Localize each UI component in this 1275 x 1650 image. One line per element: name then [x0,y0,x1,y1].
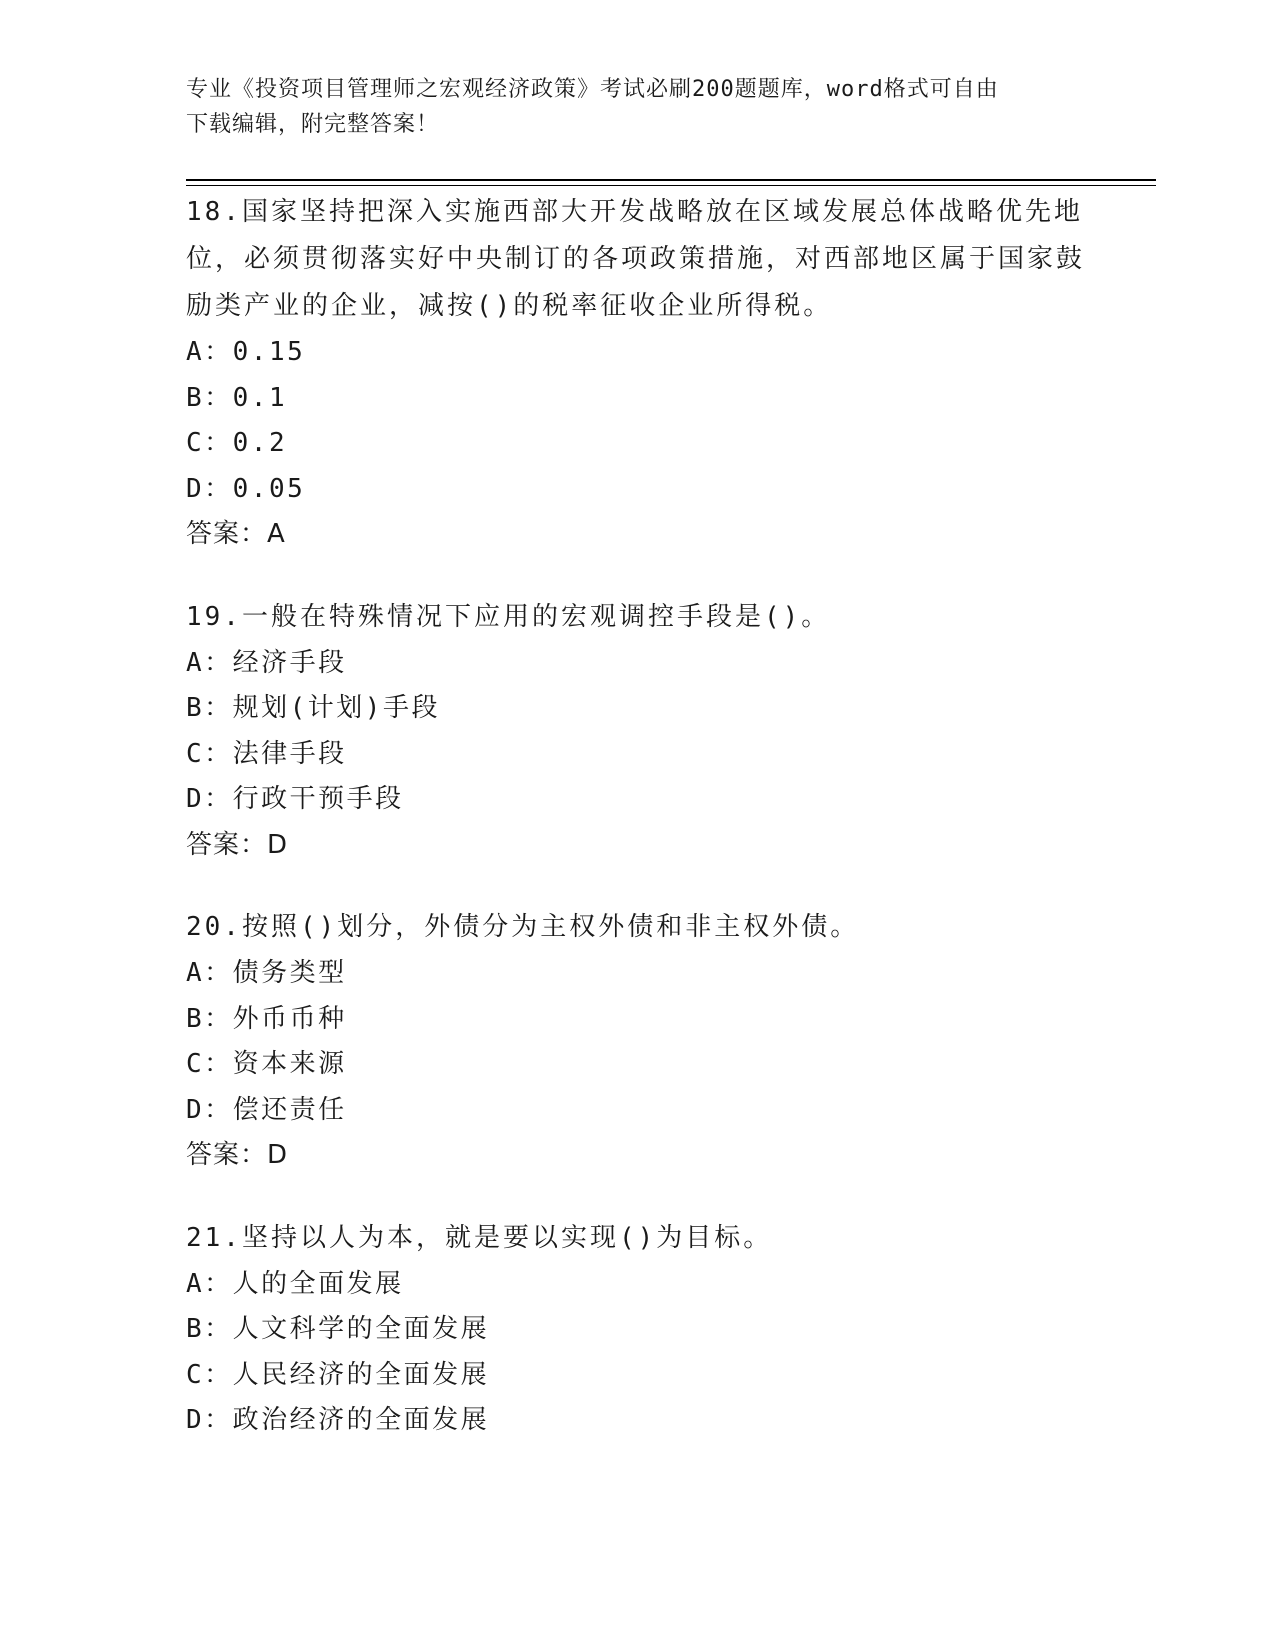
option-b: B：0.1 [186,382,288,413]
option-c: C：0.2 [186,428,288,458]
answer: 答案：A [186,519,286,549]
option-d: D：政治经济的全面发展 [186,1405,490,1435]
answer: 答案：D [186,829,289,860]
option-a: A：债务类型 [186,958,347,988]
option-b: B：规划(计划)手段 [186,693,440,723]
question-19 [186,594,1086,869]
question-21 [186,1215,1086,1444]
option-b: B：外币币种 [186,1003,347,1034]
question-list [186,189,1086,1480]
option-c: C：法律手段 [186,738,347,769]
header-line-1: 专业《投资项目管理师之宏观经济政策》考试必刷200题题库，word格式可自由 [186,77,999,102]
option-a: A：0.15 [186,337,306,367]
option-d: D：偿还责任 [186,1094,347,1125]
question-stem: 18.国家坚持把深入实施西部大开发战略放在区域发展总体战略优先地位，必须贯彻落实好中央制订的各项政策措施，对西部地区属于国家鼓励类产业的企业，减按()的税率征收企业所得税。 [186,197,1086,321]
header-divider-thick [186,179,1156,181]
option-c: C：人民经济的全面发展 [186,1359,490,1390]
question-stem: 19.一般在特殊情况下应用的宏观调控手段是()。 [186,601,831,632]
header-line-2: 下载编辑，附完整答案！ [186,112,440,137]
option-d: D：0.05 [186,473,306,504]
option-a: A：经济手段 [186,647,347,678]
question-stem: 21.坚持以人为本，就是要以实现()为目标。 [186,1222,773,1253]
option-b: B：人文科学的全面发展 [186,1314,490,1344]
question-20 [186,904,1086,1179]
question-18 [186,189,1086,558]
question-stem: 20.按照()划分，外债分为主权外债和非主权外债。 [186,912,860,942]
option-a: A：人的全面发展 [186,1268,404,1299]
header-divider-thin [186,185,1156,186]
document-header [186,72,1086,142]
option-c: C：资本来源 [186,1049,347,1079]
option-d: D：行政干预手段 [186,784,404,814]
answer: 答案：D [186,1140,289,1170]
